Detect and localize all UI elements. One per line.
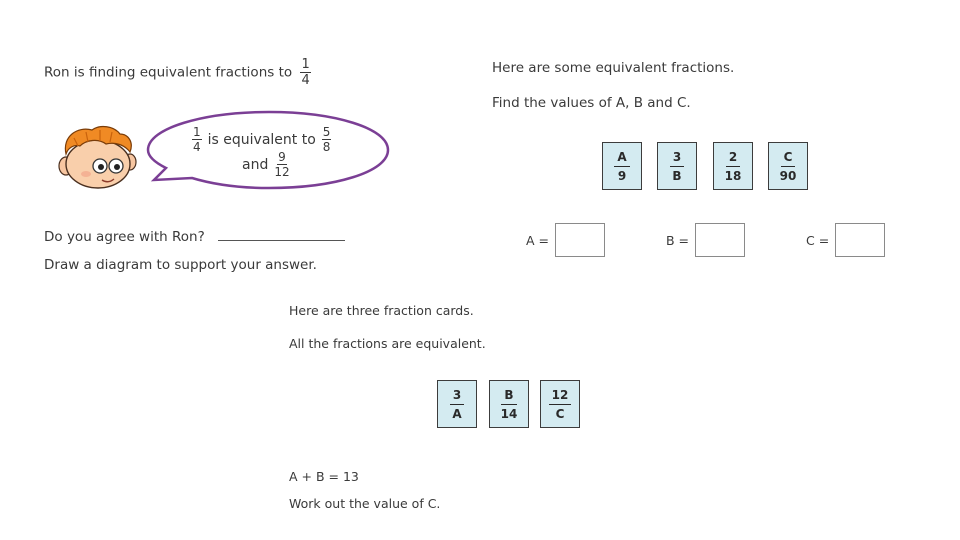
fraction-numerator: 1 (193, 125, 201, 139)
fraction-numerator: C (781, 151, 796, 167)
speech-equiv-text: is equivalent to (207, 131, 316, 148)
answer-box-b[interactable] (695, 223, 745, 257)
speech-line-2 (242, 151, 290, 178)
fraction-denominator: 18 (724, 168, 742, 183)
fraction-denominator: 14 (500, 406, 518, 421)
card-fraction (614, 151, 629, 182)
fraction-denominator: B (672, 168, 682, 183)
q2-card-b (657, 142, 697, 190)
answer-label-c: C = (806, 233, 830, 248)
q2-card-2-18 (713, 142, 753, 190)
q1-intro (44, 58, 311, 87)
q2-line-1: Here are some equivalent fractions. (492, 60, 735, 76)
fraction-denominator: C (555, 406, 565, 421)
fraction-denominator: 12 (274, 165, 290, 179)
fraction-numerator: 12 (549, 389, 572, 405)
q1-intro-fraction (300, 58, 310, 87)
ron-face-icon (52, 124, 140, 190)
fraction-numerator: 3 (670, 151, 684, 167)
q3-card-b-14 (489, 380, 529, 428)
q2-line-2: Find the values of A, B and C. (492, 95, 691, 111)
speech-fraction-3 (274, 151, 289, 178)
speech-fraction-2 (322, 126, 332, 153)
fraction-numerator: 3 (450, 389, 464, 405)
q3-instruction: Work out the value of C. (289, 496, 441, 511)
fraction-numerator: 9 (278, 150, 286, 164)
q2-card-a (602, 142, 642, 190)
q3-equation: A + B = 13 (289, 469, 359, 484)
fraction-numerator: B (501, 389, 516, 405)
q3-line-1: Here are three fraction cards. (289, 303, 474, 318)
fraction-denominator: 90 (779, 168, 797, 183)
fraction-denominator: 4 (301, 73, 310, 88)
fraction-denominator: A (452, 406, 462, 421)
fraction-denominator: 9 (617, 168, 627, 183)
fraction-denominator: 8 (322, 140, 331, 154)
card-fraction (780, 151, 797, 182)
fraction-denominator: 4 (193, 140, 201, 154)
speech-and-text: and (242, 156, 269, 173)
fraction-numerator: 2 (726, 151, 740, 167)
card-fraction (501, 389, 518, 420)
q1-answer-line[interactable] (218, 240, 345, 241)
q3-line-2: All the fractions are equivalent. (289, 336, 486, 351)
q1-instruction: Draw a diagram to support your answer. (44, 257, 317, 273)
fraction-numerator: 5 (322, 125, 331, 139)
speech-fraction-1 (192, 126, 202, 153)
q1-intro-text: Ron is finding equivalent fractions to (44, 64, 293, 81)
speech-line-1 (192, 126, 331, 153)
card-fraction (725, 151, 742, 182)
answer-label-b: B = (666, 233, 690, 248)
answer-box-a[interactable] (555, 223, 605, 257)
q3-card-12-c (540, 380, 580, 428)
q2-card-c (768, 142, 808, 190)
fraction-numerator: A (614, 151, 629, 167)
q1-question: Do you agree with Ron? (44, 229, 205, 245)
q3-card-3-a (437, 380, 477, 428)
card-fraction (549, 389, 572, 420)
answer-box-c[interactable] (835, 223, 885, 257)
fraction-numerator: 1 (301, 57, 310, 72)
card-fraction (670, 151, 684, 182)
answer-label-a: A = (526, 233, 549, 248)
card-fraction (450, 389, 464, 420)
